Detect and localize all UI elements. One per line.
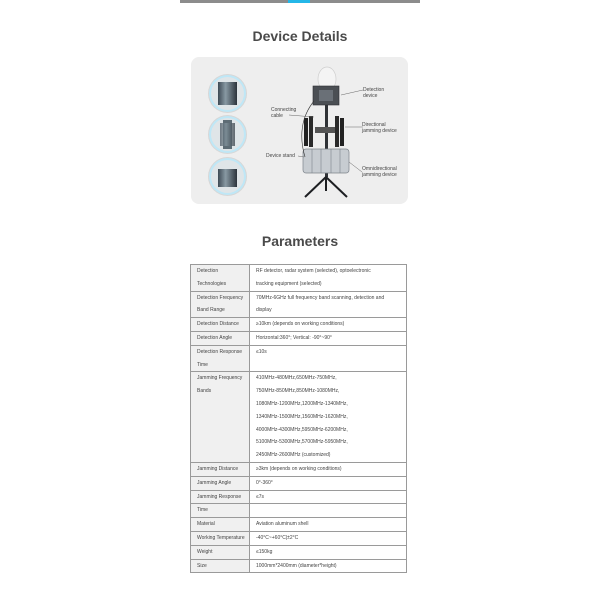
param-value <box>250 504 407 518</box>
table-row <box>191 462 407 476</box>
param-value: ≤7s <box>250 490 407 504</box>
param-name: Weight <box>191 545 250 559</box>
param-value: ≤150kg <box>250 545 407 559</box>
table-row <box>191 545 407 559</box>
param-name: Detection Angle <box>191 331 250 345</box>
label-omnidirectional-jamming-device: Omnidirectional jamming device <box>362 166 397 178</box>
param-name: Size <box>191 559 250 573</box>
table-row <box>191 372 407 463</box>
param-value: Aviation aluminum shell <box>250 518 407 532</box>
param-name: Detection Frequency Band Range <box>191 291 250 318</box>
param-name: Detection Response Time <box>191 345 250 372</box>
param-value: RF detector, radar system (selected), optoelectronic tracking equipment (selected) <box>250 265 407 292</box>
param-value: Horizontal:360°; Vertical: -90°~90° <box>250 331 407 345</box>
param-name: Jamming Frequency Bands <box>191 372 250 463</box>
table-row <box>191 531 407 545</box>
table-row <box>191 504 407 518</box>
table-row <box>191 559 407 573</box>
param-value: 70MHz-6GHz full frequency band scanning, detection and display <box>250 291 407 318</box>
parameters-table <box>190 264 407 573</box>
label-directional-jamming-device: Directional jamming device <box>362 122 397 134</box>
device-details-heading: Device Details <box>252 28 348 44</box>
param-value: -40°C~+60°C|±2°C <box>250 531 407 545</box>
param-name: Jamming Distance <box>191 462 250 476</box>
table-row <box>191 318 407 332</box>
param-value: ≤10s <box>250 345 407 372</box>
param-name: Detection Distance <box>191 318 250 332</box>
table-row <box>191 476 407 490</box>
param-name: Jamming Angle <box>191 476 250 490</box>
parameters-heading: Parameters <box>261 233 339 249</box>
device-diagram-card <box>191 57 408 204</box>
param-name: Material <box>191 518 250 532</box>
label-detection-device: Detection device <box>363 87 385 99</box>
label-connecting-cable: Connecting cable <box>271 107 297 119</box>
table-row <box>191 345 407 372</box>
table-row <box>191 490 407 504</box>
param-name: Jamming Response <box>191 490 250 504</box>
param-value: 410MHz-480MHz,650MHz-750MHz, 750MHz-850MHz,850MHz-1080MHz, 1080MHz-1200MHz,1200MHz-1340MHz, 1340MHz-1500MHz,1560MHz-1620MHz, 4000MHz-4300MHz,5950MHz-6200MHz, 5100MHz-5300MHz,5700MHz-5950MHz, 2450MHz-2600MHz (customized) <box>250 372 407 463</box>
param-name: Working Temperature <box>191 531 250 545</box>
label-device-stand: Device stand <box>266 153 295 159</box>
param-value: 1000mm*2400mm (diameter*height) <box>250 559 407 573</box>
table-row <box>191 291 407 318</box>
table-row <box>191 331 407 345</box>
param-value: ≥10km (depends on working conditions) <box>250 318 407 332</box>
param-name: Detection Technologies <box>191 265 250 292</box>
param-value: ≥3km (depends on working conditions) <box>250 462 407 476</box>
top-bar-accent <box>288 0 310 3</box>
table-row <box>191 265 407 292</box>
table-row <box>191 518 407 532</box>
param-value: 0°-360° <box>250 476 407 490</box>
param-name: Time <box>191 504 250 518</box>
